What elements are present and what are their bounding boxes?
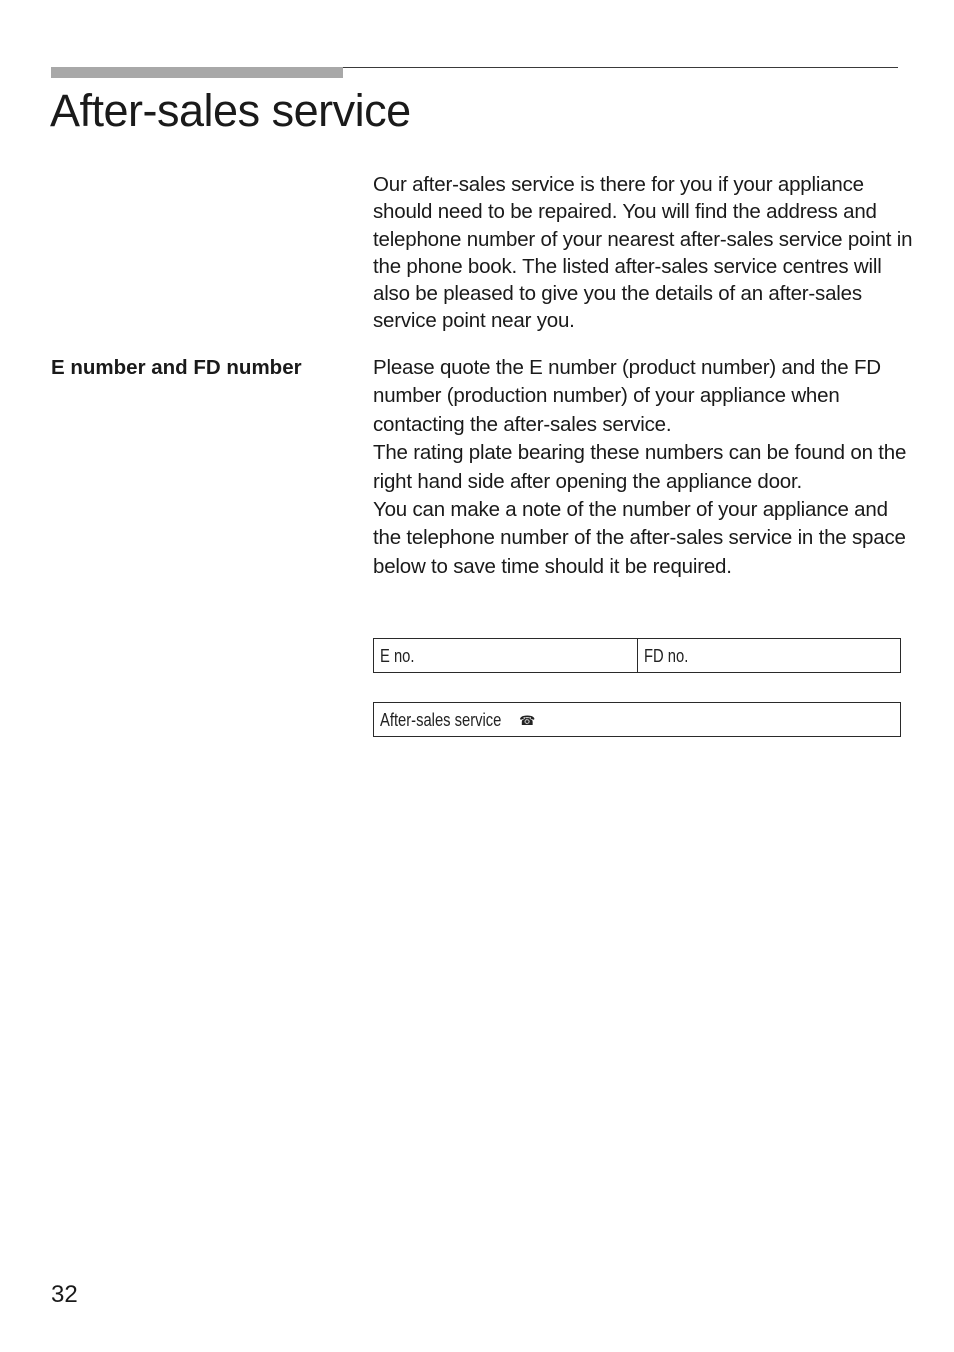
paragraph-rating-plate: The rating plate bearing these numbers can be found on the right hand side after opening the appliance door.: [373, 441, 907, 493]
intro-paragraph: Our after-sales service is there for you if your appliance should need to be repaired. You will find the address and telephone number of your nearest after-sales service point in the phone book. The listed after-sales service centres will also be pleased to give you the details of an after-sales service point near you.: [373, 173, 913, 333]
paragraph-make-note: You can make a note of the number of your appliance and the telephone number of the after-sales service in the space below to save time should it be required.: [373, 498, 906, 578]
telephone-icon: ☎: [519, 713, 536, 728]
e-number-label: E no.: [380, 646, 415, 666]
e-number-field[interactable]: [374, 639, 637, 672]
fd-number-label: FD no.: [643, 646, 688, 666]
fd-number-field[interactable]: [637, 639, 901, 672]
paragraph-quote-numbers: Please quote the E number (product number) and the FD number (production number) of your appliance when contacting the after-sales service.: [373, 356, 881, 436]
service-phone-label: After-sales service: [380, 710, 502, 730]
appliance-number-form-row: [373, 638, 901, 673]
section-body-e-number: [373, 354, 913, 581]
page-number: 32: [51, 1281, 78, 1308]
service-phone-field[interactable]: [374, 703, 900, 736]
page-title: After-sales service: [50, 85, 411, 136]
section-heading-e-number: E number and FD number: [51, 356, 302, 379]
service-phone-form-row: [373, 702, 901, 737]
header-accent-bar: [51, 67, 343, 78]
